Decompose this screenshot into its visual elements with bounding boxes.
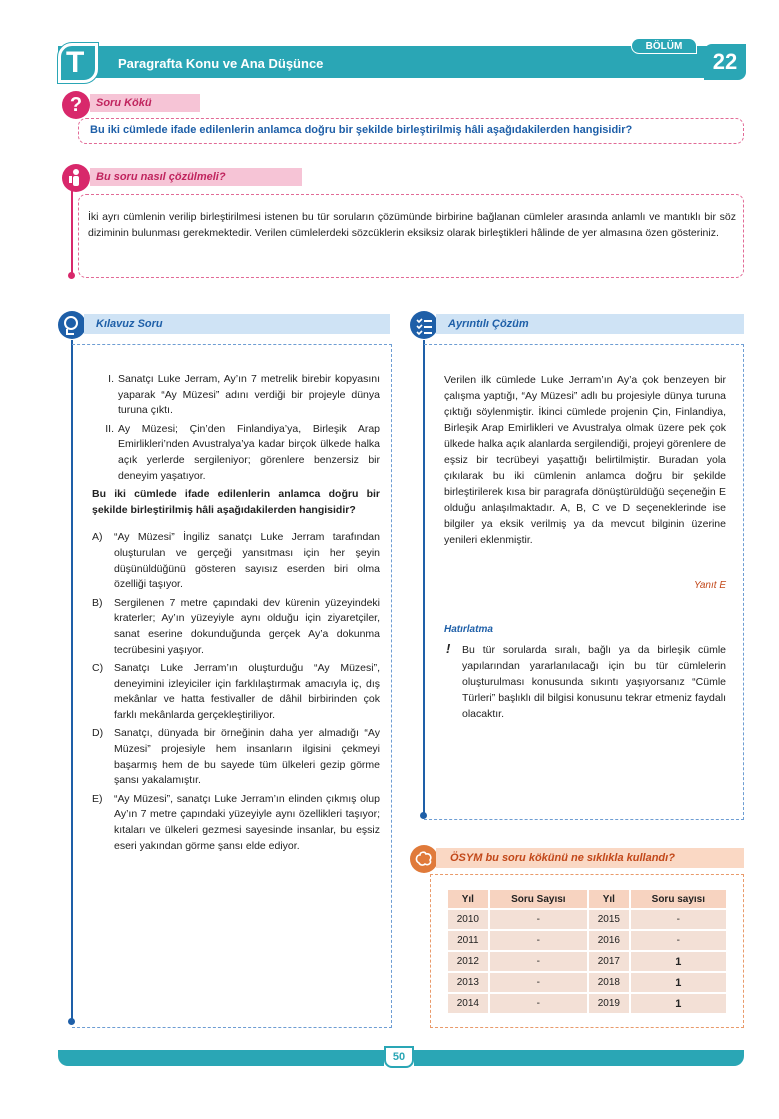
statement-1: I. Sanatçı Luke Jerram, Ay’ın 7 metrelik birebir kopyasını yaparak “Ay Müzesi” adını verdiği bir projeyle dünya turuna çıktı. <box>108 373 380 417</box>
checklist-icon <box>410 311 438 339</box>
nasil-line <box>71 190 73 274</box>
option-a[interactable]: A) “Ay Müzesi” İngiliz sanatçı Luke Jerram tarafından oluşturulan ve gerçeği yansıtması için her şeyin düşünüldüğünü gösteren sayısız eserden biri olma özelliği taşıyor. <box>92 531 380 591</box>
soru-koku-label: Soru Kökü <box>90 94 200 112</box>
table-row: 2013 - 2018 1 <box>448 973 726 992</box>
option-d[interactable]: D) Sanatçı, dünyada bir örneğinin daha yer almadığı “Ay Müzesi” projesiyle hem insanların ilgisini çekmeyi başarmış hem de bu sayede tüm ülkeleri gezip görme şansı yakalamıştır. <box>92 727 380 787</box>
reminder-title: Hatırlatma <box>444 624 493 635</box>
soru-koku-text: Bu iki cümlede ifade edilenlerin anlamca doğru bir şekilde birleştirilmiş hâli aşağıdakilerden hangisidir? <box>90 124 633 136</box>
cozum-text: Verilen ilk cümlede Luke Jerram’ın Ay’a çok benzeyen bir çalışma yaptığı, “Ay Müzesi” adlı bu projesiyle dünya turuna çıktığı söylenmiştir. İkinci cümlede projenin Çin, Finlandiya, Birleşik Arap Emirlikleri ve Avustralya olmak üzere pek çok ülkede halka açık alanlarda sergilendiği, projeyi görenlere de eşsiz bir tecrübeyi yaşattığı belirtilmiştir. Buradan yola çıkılarak bu iki cümlenin anlamca doğru bir şekilde birleştirilerek kısa bir paragrafa dönüştürüldüğü seçeneğin E olduğu anlaşılmaktadır. A, B, C ve D seçeneklerinde ise bilgiler ya eksik verilmiş ya da mevcut bilginin üzerine yenileri eklenmiştir. <box>444 374 726 546</box>
cozum-label: Ayrıntılı Çözüm <box>436 314 744 334</box>
option-e[interactable]: E) “Ay Müzesi”, sanatçı Luke Jerram’ın elinden çıkmış olup Ay’ın 7 metre çapındaki yüzeyiyle aynı özellikleri taşıyor; kıtaları ve ülkeleri gezmesi sayesinde insanlar, bu eşsiz eseri yakından görme şansı elde ediyor. <box>92 792 380 852</box>
option-c[interactable]: C) Sanatçı Luke Jerram’ın oluşturduğu “Ay Müzesi”, deneyimini izleyiciler için farklılaştırmak amacıyla iç, dış mekânlar ve hatta festivaller de dâhil birbirinden çok farklı mekânlarda gerçekleştiriliyor. <box>92 662 380 721</box>
chapter-title: Paragrafta Konu ve Ana Düşünce <box>118 56 324 71</box>
page-number: 50 <box>384 1046 414 1068</box>
table-row: 2012 - 2017 1 <box>448 952 726 971</box>
statement-2: II. Ay Müzesi; Çin’den Finlandiya’ya, Birleşik Arap Emirlikleri’nden Avustralya’ya kadar birçok ülkede halka açık yerlerde sergileniyor; görenlere benzersiz bir deneyim yaşatıyor. <box>105 422 380 482</box>
table-row: 2010 - 2015 - <box>448 910 726 929</box>
header-year-1: Yıl <box>448 890 488 908</box>
exclamation-icon: ! <box>446 641 451 656</box>
osym-table <box>446 888 728 1015</box>
kilavuz-content <box>92 372 380 857</box>
nasil-dot <box>68 272 75 279</box>
logo-icon: T <box>66 46 85 79</box>
nasil-text: İki ayrı cümlenin verilip birleştirilmesi istenen bu tür soruların çözümünde birbirine bağlanan cümleler arasında anlamlı ve mantıklı bir söz diziminin bulunması gerekmektedir. Verilen cümlelerdeki sözcüklerin eksiksiz olarak birleştikleri hâlinde de yer almasına özen gösteriniz. <box>88 211 736 239</box>
nasil-label: Bu soru nasıl çözülmeli? <box>90 168 302 186</box>
section-number: 22 <box>704 44 746 80</box>
table-row: 2014 - 2019 1 <box>448 994 726 1013</box>
table-header-row <box>448 890 726 908</box>
brain-icon <box>410 845 438 873</box>
question-mark-icon: ? <box>62 91 90 119</box>
person-icon <box>62 164 90 192</box>
answer-label: Yanıt E <box>693 580 726 591</box>
header-count-1: Soru Sayısı <box>490 890 587 908</box>
footer-bar-left <box>58 1050 384 1066</box>
osym-label: ÖSYM bu soru kökünü ne sıklıkla kullandı? <box>436 848 744 868</box>
question-stem: Bu iki cümlede ifade edilenlerin anlamca doğru bir şekilde birleştirilmiş hâli aşağıdakilerden hangisidir? <box>92 488 380 516</box>
table-row: 2011 - 2016 - <box>448 931 726 950</box>
header-year-2: Yıl <box>589 890 629 908</box>
kilavuz-label: Kılavuz Soru <box>84 314 390 334</box>
reminder-text: Bu tür sorularda sıralı, bağlı ya da birleşik cümle yapılarından yararlanılacağı için bu tür cümlelerin oluşturulması konusunda sıkıntı yaşıyorsanız “Cümle Türleri” başlıklı dil bilgisi konusunu tekrar etmeniz faydalı olacaktır. <box>462 644 726 720</box>
head-icon <box>58 311 86 339</box>
footer-bar-right <box>414 1050 744 1066</box>
header-count-2: Soru sayısı <box>631 890 726 908</box>
option-b[interactable]: B) Sergilenen 7 metre çapındaki dev kürenin yüzeyindeki kraterler; Ay’ın yüzeyiyle aynı olduğu için ziyaretçiler, sanat eserine dokunduğunda gerçek Ay’a dokunma tecrübesini yaşıyor. <box>92 596 380 656</box>
section-label: BÖLÜM <box>631 38 697 54</box>
